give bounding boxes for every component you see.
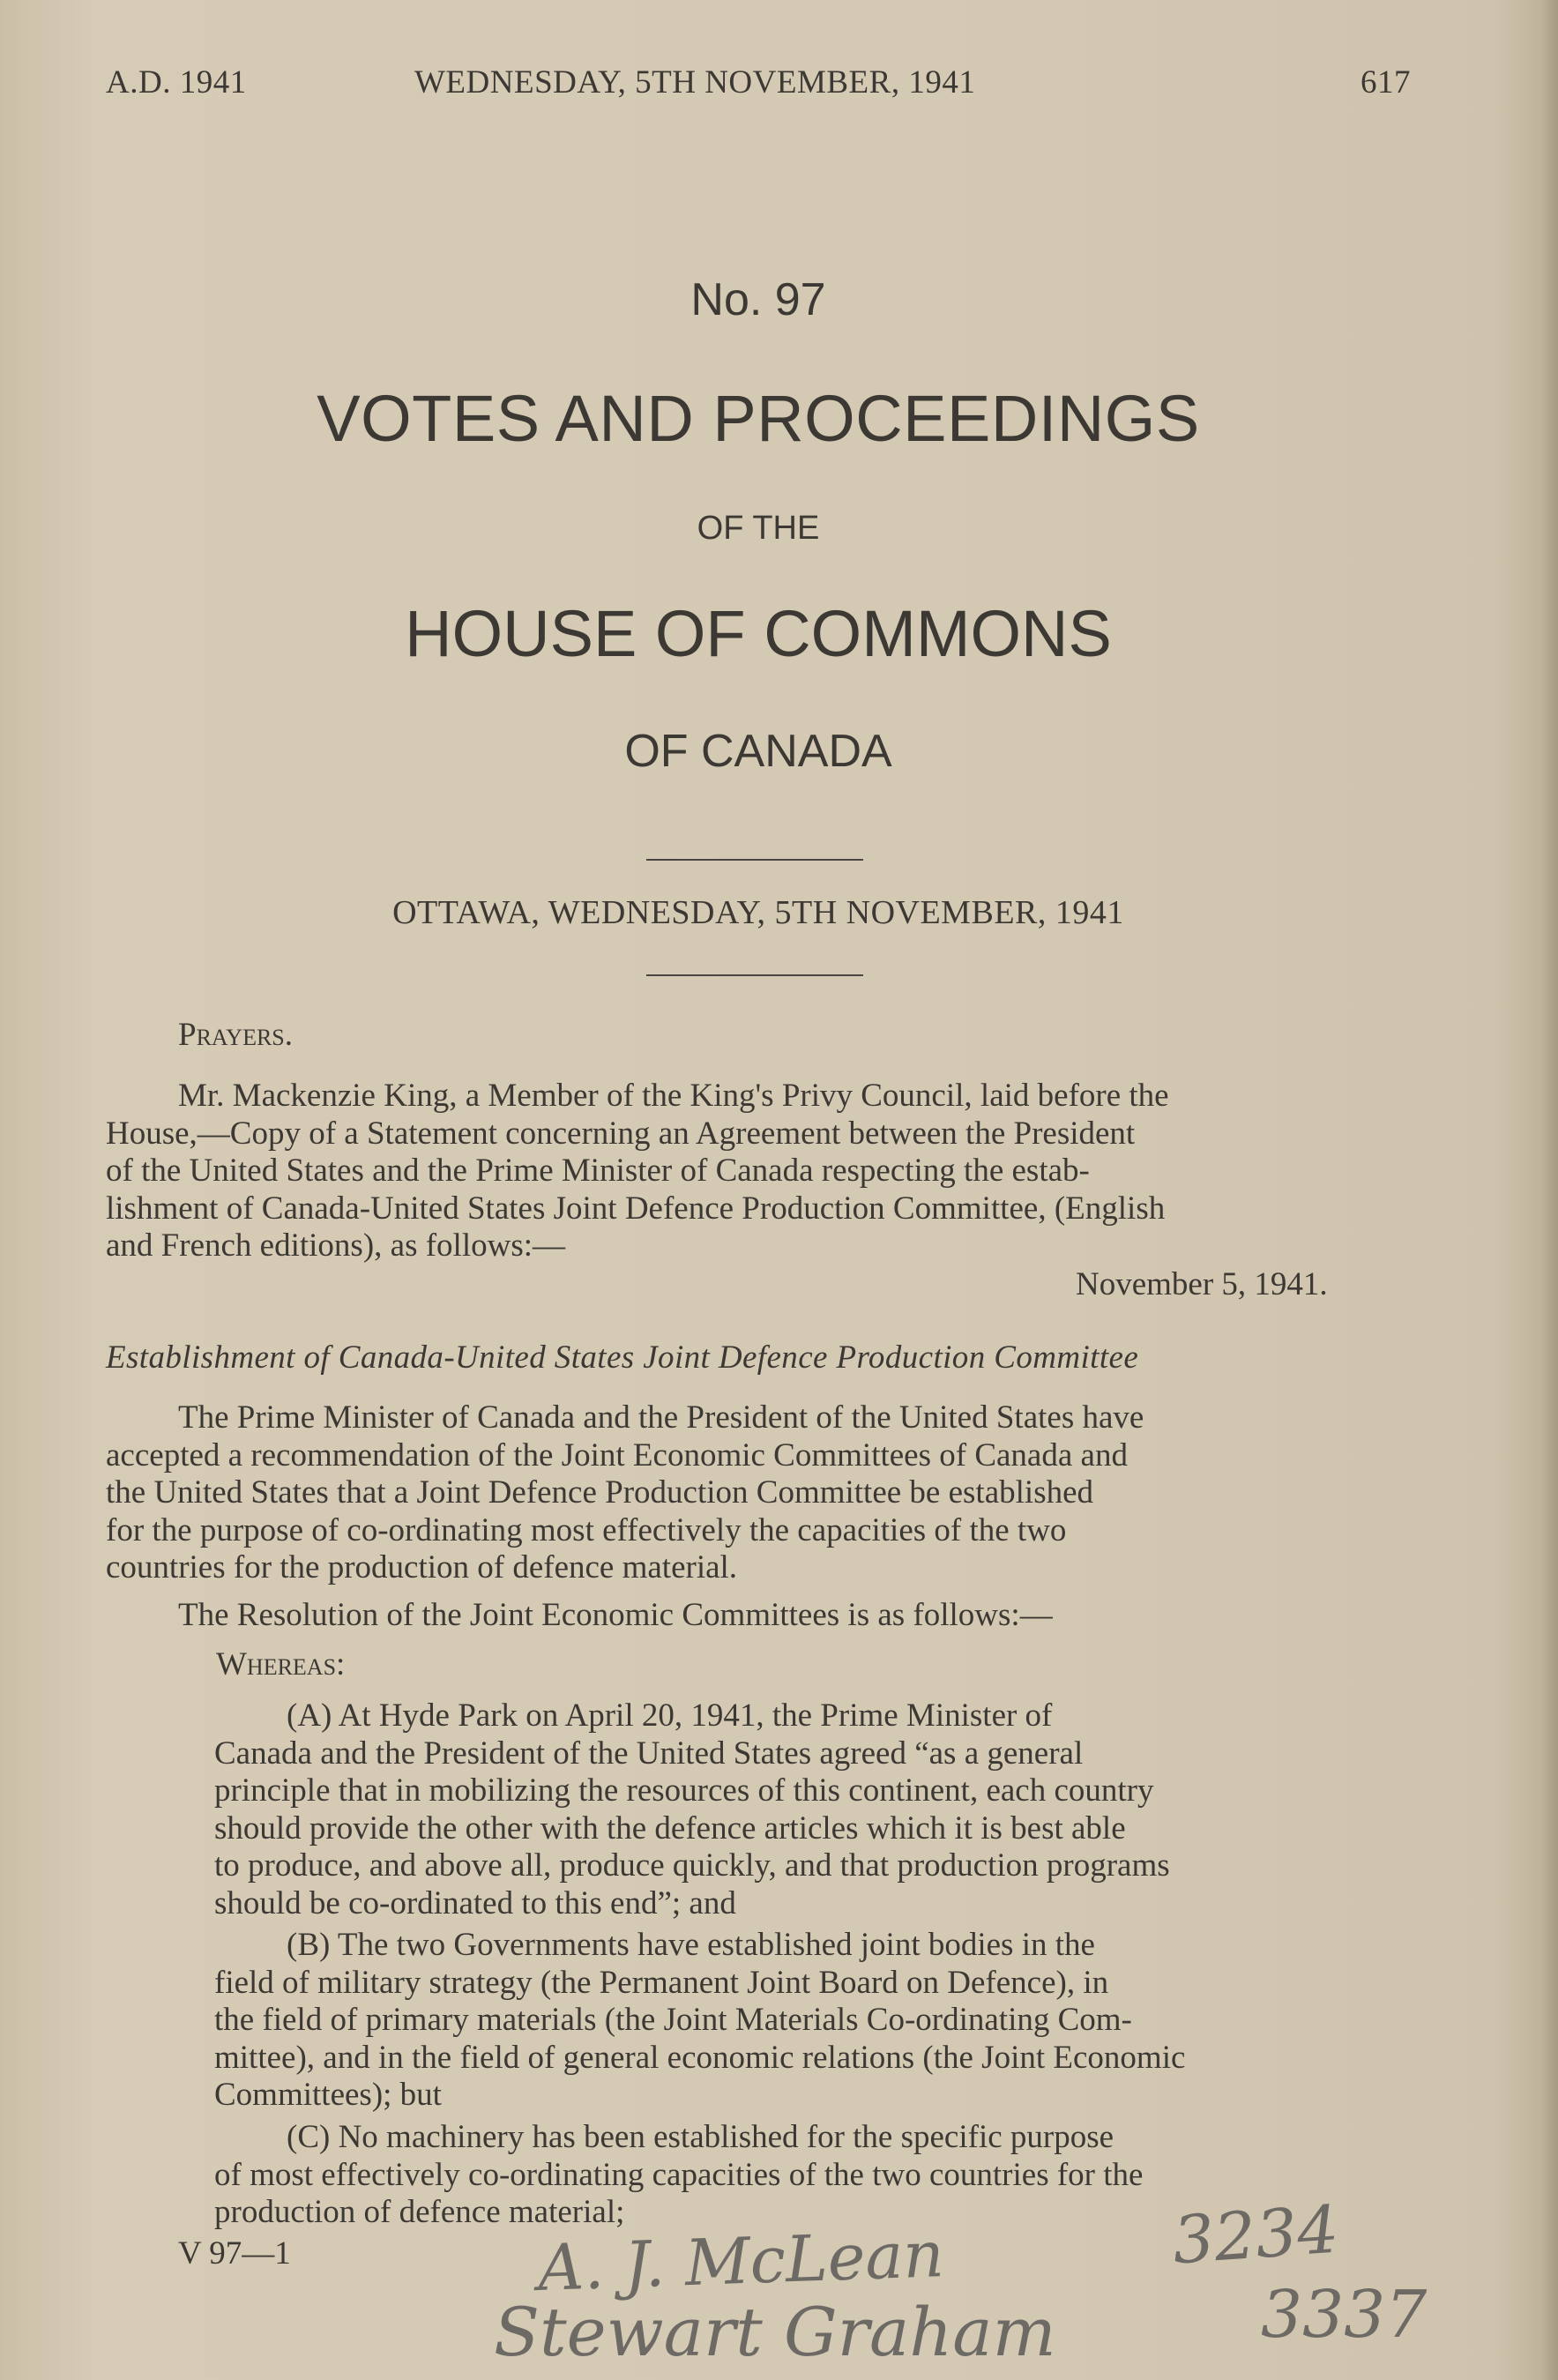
signature-mark: V 97—1 [178,2235,291,2272]
statement-line: countries for the production of defence material. [106,1549,738,1585]
tabling-line: and French editions), as follows:— [106,1227,565,1264]
divider-top [646,859,863,861]
tabling-paragraph [106,1078,1409,1265]
clause-line: (B) The two Governments have established joint bodies in the [287,1927,1095,1963]
statement-paragraph-2: The Resolution of the Joint Economic Committees is as follows:— [178,1597,1053,1633]
prayers-heading: Prayers. [178,1017,294,1053]
clause-a [214,1697,1409,1922]
statement-line: the United States that a Joint Defence Production Committee be established [106,1474,1094,1511]
handwritten-number-1: 3234 [1170,2191,1342,2279]
dateline: OTTAWA, WEDNESDAY, 5TH NOVEMBER, 1941 [392,894,1124,931]
clause-line: principle that in mobilizing the resources of this continent, each country [214,1772,1154,1809]
tabling-line: House,—Copy of a Statement concerning an Agreement between the President [106,1115,1136,1152]
statement-line: accepted a recommendation of the Joint Economic Committees of Canada and [106,1436,1128,1474]
tabling-line: of the United States and the Prime Minister of Canada respecting the estab- [106,1153,1090,1189]
clause-line: should provide the other with the defence articles which it is best able [214,1809,1126,1847]
page-number: 617 [1360,64,1411,101]
masthead-country: OF CANADA [624,726,892,777]
clause-line: Committees); but [214,2077,442,2113]
handwritten-name-2: Stewart Graham [494,2293,1056,2371]
tabling-date: November 5, 1941. [1076,1266,1328,1302]
clause-line: field of military strategy (the Permanent Joint Board on Defence), in [214,1964,1109,2001]
clause-line: to produce, and above all, produce quickly, and that production programs [214,1847,1170,1884]
clause-line: production of defence material; [214,2194,625,2230]
clause-line: (A) At Hyde Park on April 20, 1941, the Prime Minister of [287,1697,1053,1734]
clause-line: mittee), and in the field of general economic relations (the Joint Economic [214,2039,1186,2076]
header-date: WEDNESDAY, 5TH NOVEMBER, 1941 [414,64,976,101]
statement-line: The Prime Minister of Canada and the President of the United States have [178,1399,1144,1436]
divider-bottom [646,974,863,976]
clause-line: the field of primary materials (the Joint Materials Co-ordinating Com- [214,2002,1132,2038]
tabling-line: lishment of Canada-United States Joint Defence Production Committee, (English [106,1190,1166,1227]
running-header [106,63,1411,108]
header-year: A.D. 1941 [106,64,247,101]
masthead-of-the: OF THE [697,510,820,547]
tabling-line: Mr. Mackenzie King, a Member of the King's Privy Council, laid before the [178,1078,1169,1114]
handwritten-number-2: 3337 [1261,2277,1428,2353]
statement-heading: Establishment of Canada-United States Joint Defence Production Committee [106,1339,1139,1376]
page-edge-shadow [1540,0,1558,2380]
statement-line: for the purpose of co-ordinating most effectively the capacities of the two [106,1511,1067,1548]
clause-line: Canada and the President of the United States agreed “as a general [214,1735,1084,1772]
clause-line: should be co-ordinated to this end”; and [214,1884,736,1921]
statement-paragraph-1 [106,1399,1409,1587]
clause-b [214,1927,1409,2115]
masthead-house: HOUSE OF COMMONS [405,597,1112,670]
whereas-heading: Whereas: [216,1646,346,1682]
clause-line: (C) No machinery has been established for the specific purpose [287,2119,1114,2155]
clause-line: of most effectively co-ordinating capacities of the two countries for the [214,2156,1144,2193]
masthead-title: VOTES AND PROCEEDINGS [317,382,1200,455]
issue-number: No. 97 [690,274,826,325]
handwritten-name-1: A. J. McLean [536,2216,945,2306]
